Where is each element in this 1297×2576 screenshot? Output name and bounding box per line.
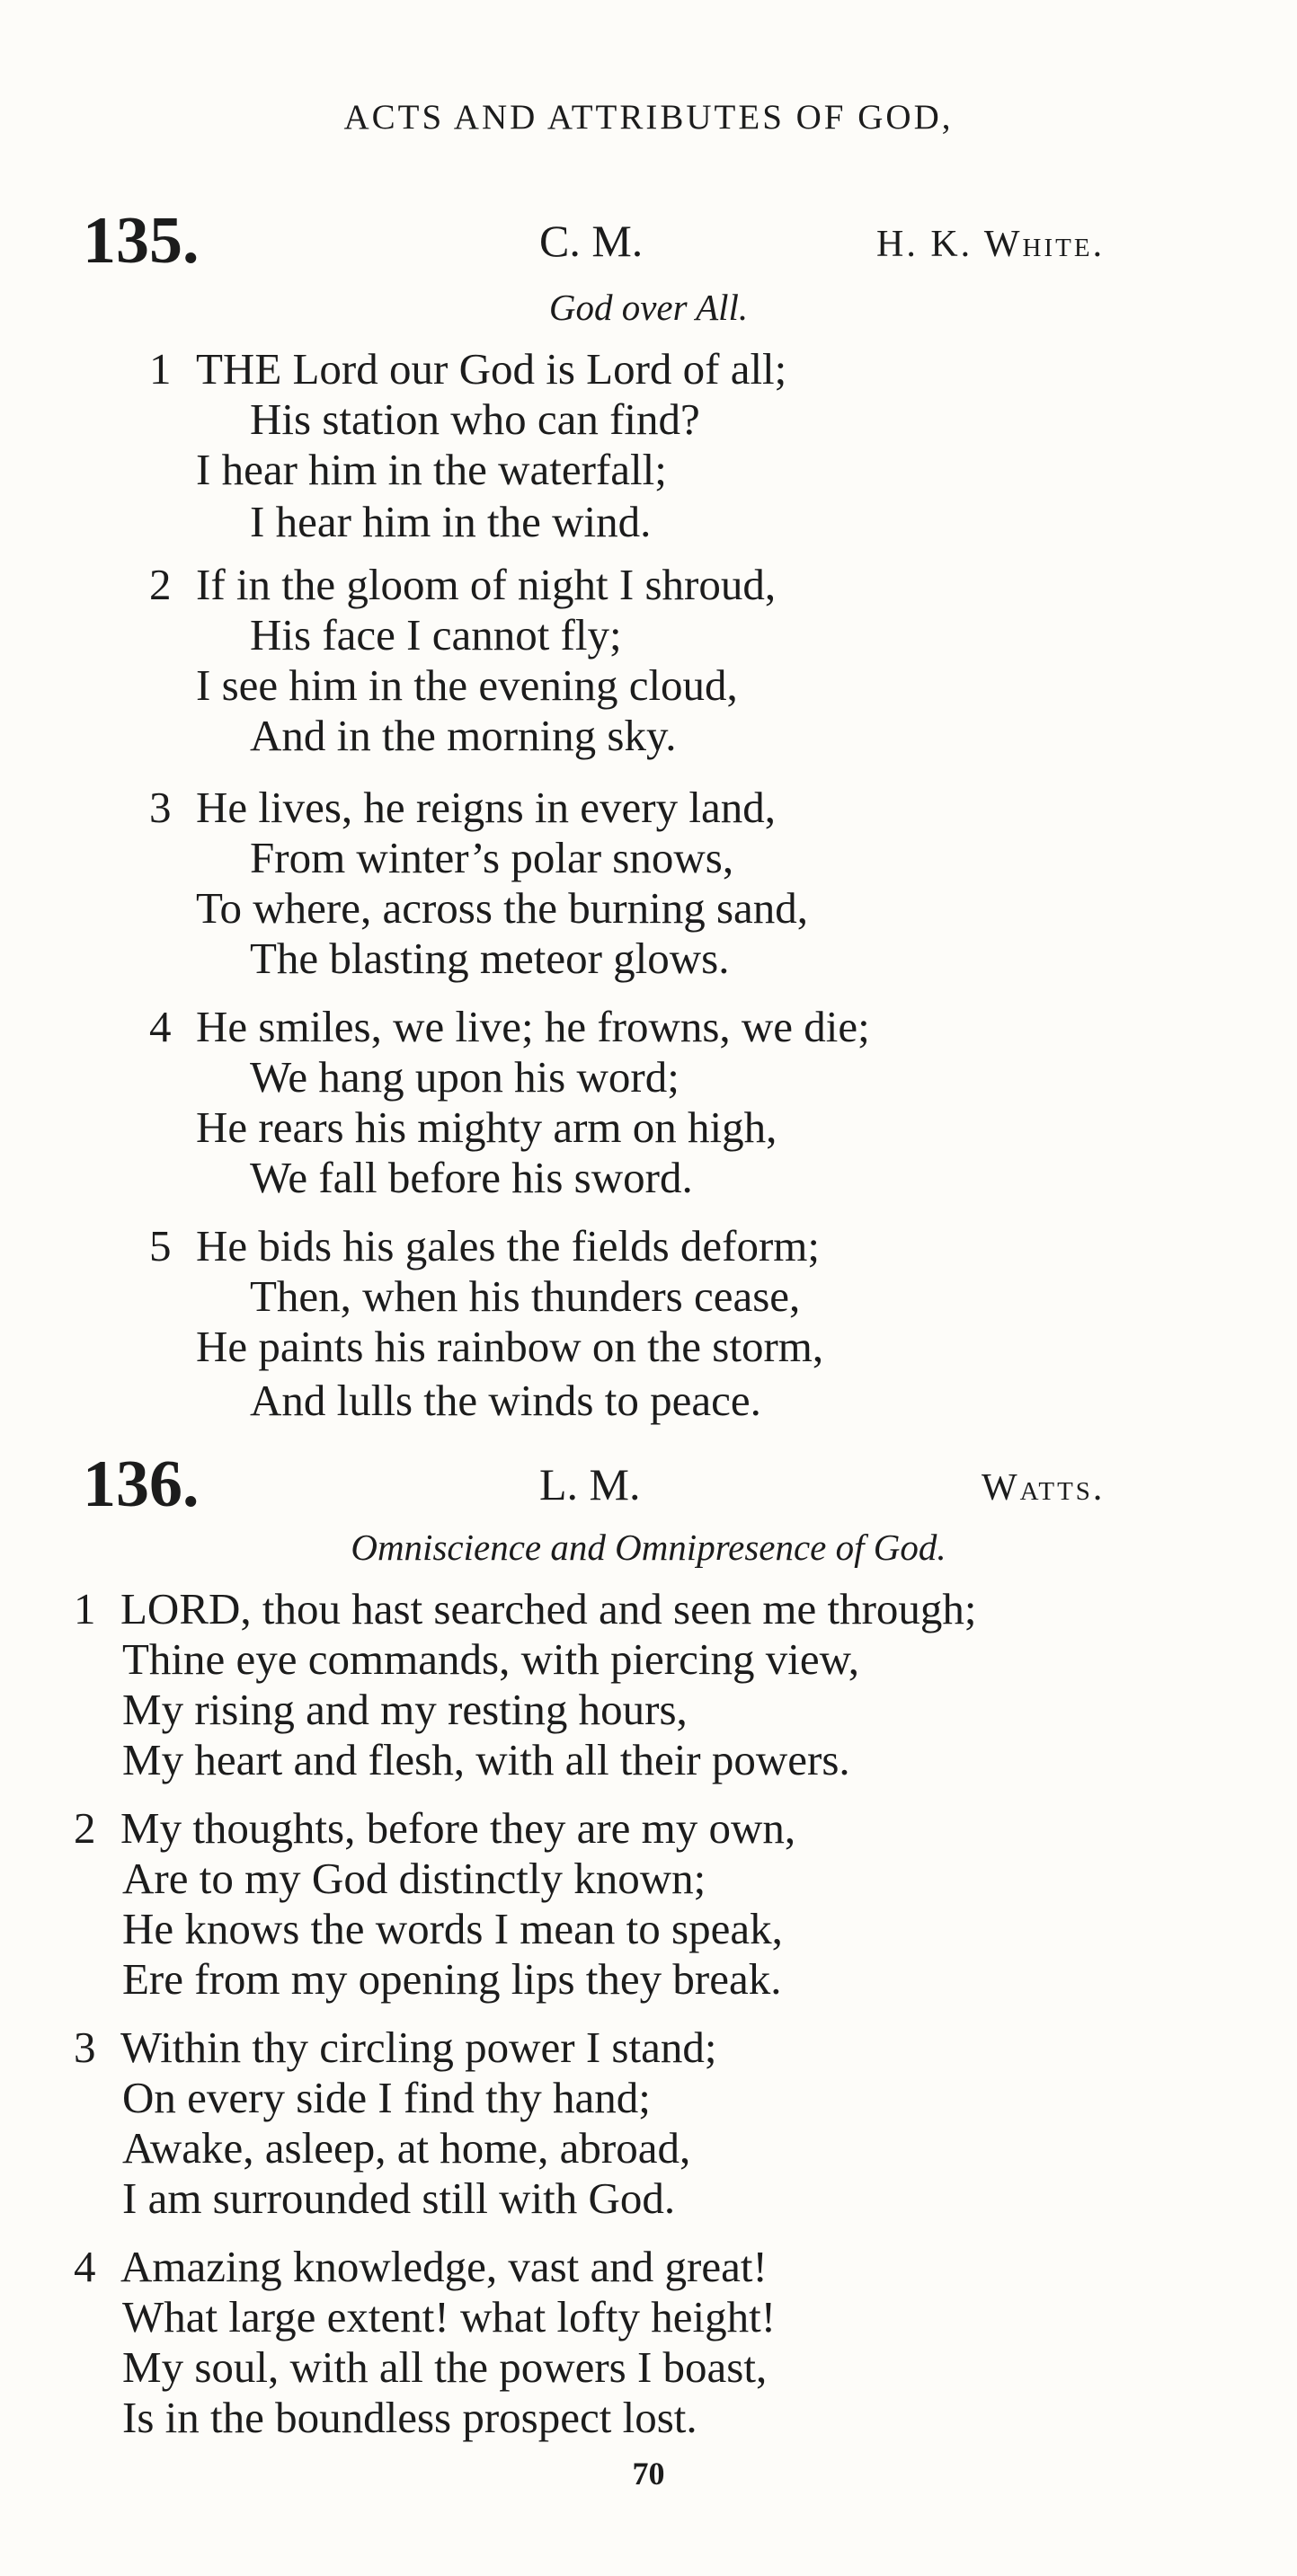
verse-line: My soul, with all the powers I boast, (122, 2342, 768, 2392)
verse-line (149, 561, 776, 609)
verse-line: From winter’s polar snows, (250, 833, 734, 882)
verse-number: 4 (149, 1002, 172, 1051)
verse-number: 1 (149, 344, 172, 394)
verse-line: Awake, asleep, at home, abroad, (122, 2123, 691, 2173)
verse-number: 5 (149, 1221, 172, 1270)
verse-line: To where, across the burning sand, (196, 883, 809, 933)
verse-line (74, 2023, 716, 2072)
verse-line: We fall before his sword. (250, 1153, 693, 1202)
verse-line: Are to my God distinctly known; (122, 1854, 706, 1903)
hymn-136-subtitle: Omniscience and Omnipresence of God. (351, 1527, 946, 1568)
verse-text: He lives, he reigns in every land, (196, 783, 776, 832)
verse-line: He rears his mighty arm on high, (196, 1102, 777, 1152)
verse-line (149, 345, 786, 394)
verse-line: I see him in the evening cloud, (196, 660, 738, 710)
hymn-author: H. K. White. (876, 224, 1106, 265)
hymn-author: Watts. (982, 1467, 1106, 1509)
verse-text: Within thy circling power I stand; (120, 2023, 717, 2072)
hymn-135-header (0, 205, 1297, 277)
verse-line: Ere from my opening lips they break. (122, 1954, 782, 2004)
verse-line: My rising and my resting hours, (122, 1685, 688, 1734)
verse-line: Is in the boundless prospect lost. (122, 2393, 697, 2442)
verse-text: THE Lord our God is Lord of all; (196, 344, 787, 394)
verse-number: 1 (74, 1584, 96, 1633)
verse-text: LORD, thou hast searched and seen me through; (120, 1584, 977, 1633)
verse-number: 2 (74, 1803, 96, 1853)
verse-line: Thine eye commands, with piercing view, (122, 1634, 860, 1684)
verse-line (149, 783, 776, 832)
verse-text: He bids his gales the fields deform; (196, 1221, 821, 1270)
verse-line: His station who can find? (250, 394, 700, 444)
verse-line: He paints his rainbow on the storm, (196, 1322, 824, 1371)
verse-number: 3 (74, 2023, 96, 2072)
verse-line: And lulls the winds to peace. (250, 1376, 761, 1425)
hymn-meter: L. M. (539, 1459, 641, 1509)
verse-number: 3 (149, 783, 172, 832)
verse-line: On every side I find thy hand; (122, 2073, 651, 2122)
verse-line: His face I cannot fly; (250, 610, 622, 659)
hymn-meter: C. M. (539, 216, 644, 266)
verse-line: I am surrounded still with God. (122, 2173, 676, 2223)
verse-text: My thoughts, before they are my own, (120, 1803, 796, 1853)
verse-number: 2 (149, 560, 172, 609)
verse-line: The blasting meteor glows. (250, 934, 730, 983)
verse-line: My heart and flesh, with all their powers. (122, 1735, 850, 1784)
verse-line (74, 1804, 795, 1853)
verse-line (74, 2243, 768, 2291)
verse-line: What large extent! what lofty height! (122, 2292, 777, 2341)
verse-line: I hear him in the wind. (250, 497, 652, 546)
verse-line: Then, when his thunders cease, (250, 1271, 801, 1321)
verse-number: 4 (74, 2242, 96, 2291)
hymn-135-subtitle: God over All. (548, 287, 749, 328)
verse-line: We hang upon his word; (250, 1052, 680, 1102)
hymn-number: 135. (83, 204, 200, 278)
verse-line: He knows the words I mean to speak, (122, 1904, 783, 1953)
verse-text: He smiles, we live; he frowns, we die; (196, 1002, 870, 1051)
verse-line (149, 1003, 870, 1051)
verse-line: And in the morning sky. (250, 711, 677, 760)
running-head: ACTS AND ATTRIBUTES OF GOD, (343, 98, 954, 137)
verse-line (149, 1222, 820, 1270)
verse-line (74, 1585, 977, 1633)
hymn-number: 136. (83, 1447, 200, 1521)
hymn-136-header (0, 1448, 1297, 1520)
verse-text: If in the gloom of night I shroud, (196, 560, 777, 609)
verse-text: Amazing knowledge, vast and great! (120, 2242, 768, 2291)
verse-line: I hear him in the waterfall; (196, 445, 667, 494)
page-number: 70 (632, 2456, 665, 2492)
